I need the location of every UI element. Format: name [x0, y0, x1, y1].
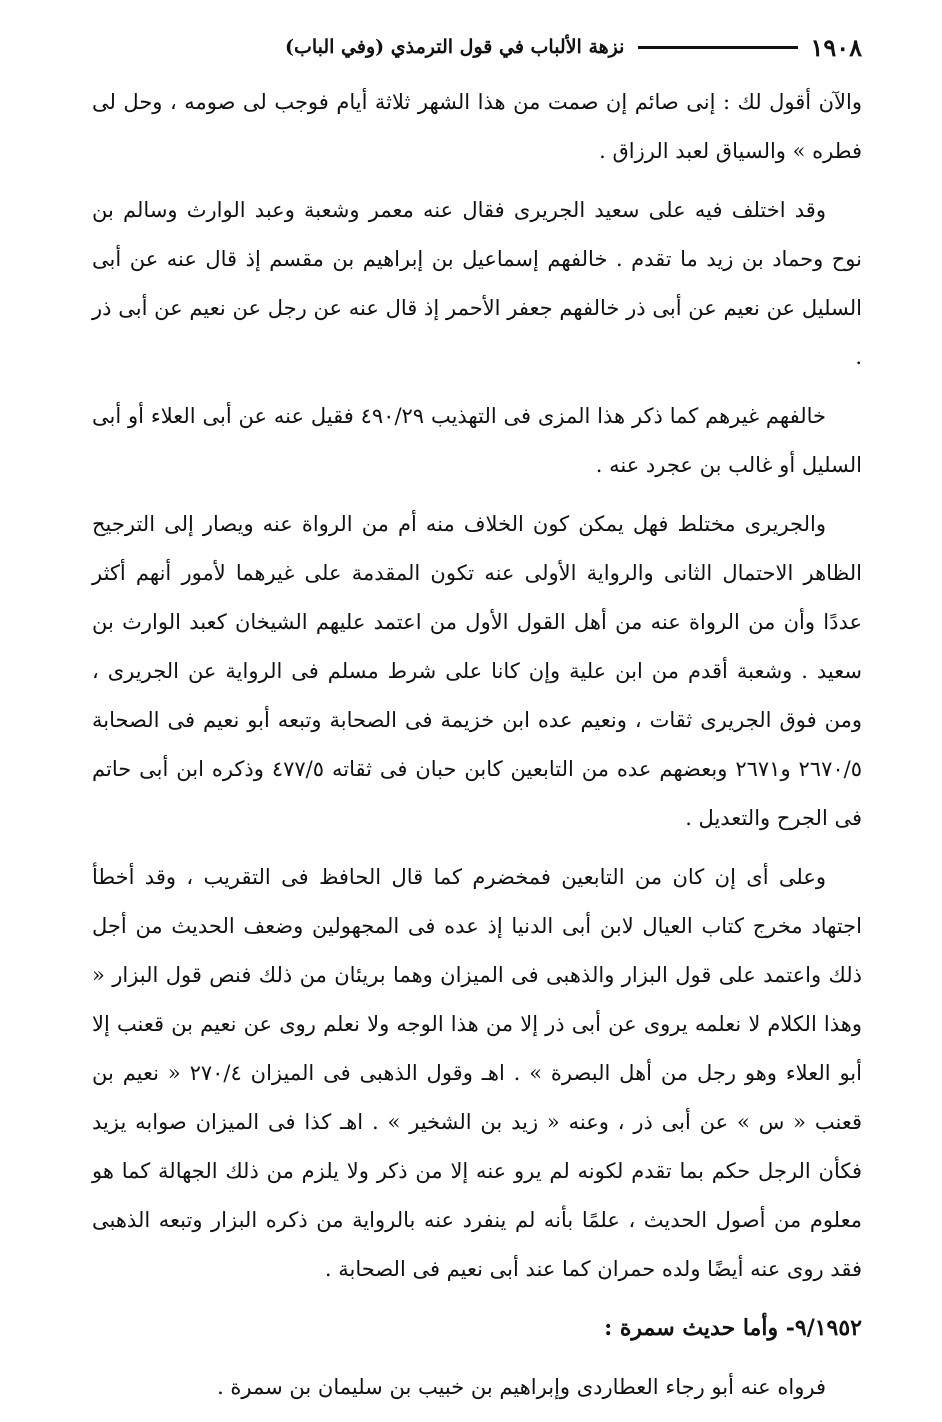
paragraph-2: وقد اختلف فيه على سعيد الجريرى فقال عنه معمر وشعبة وعبد الوارث وسالم بن نوح وحماد بن زيد ما تقدم . خالفهم إسماعيل بن إبراهيم بن مقسم إذ قال عنه عن أبى السليل عن نعيم عن أبى ذر خالفهم جعفر الأحمر إذ قال عنه عن رجل عن نعيم عن أبى ذر . [92, 198, 862, 369]
paragraph-5: وعلى أى إن كان من التابعين فمخضرم كما قال الحافظ فى التقريب ، وقد أخطأ اجتهاد مخرج كتاب العيال لابن أبى الدنيا إذ عده فى المجهولين وضعف الحديث من أجل ذلك واعتمد على قول البزار والذهبى فى الميزان وهما بريئان من ذلك فنص قول البزار « وهذا الكلام لا نعلمه يروى عن أبى ذر إلا من هذا الوجه ولا نعلم روى عن نعيم بن قعنب إلا أبو العلاء وهو رجل من أهل البصرة » . اهـ وقول الذهبى فى الميزان ٢٧٠/٤ « نعيم بن قعنب « س » عن أبى ذر ، وعنه « زيد بن الشخير » . اهـ كذا فى الميزان صوابه يزيد فكأن الرجل حكم بما تقدم لكونه لم يرو عنه إلا من ذكر ولا يلزم من ذلك الجهالة كما هو معلوم من أصول الحديث ، علمًا بأنه لم ينفرد عنه بالرواية من ذكره البزار وتبعه الذهبى فقد روى عنه أيضًا ولده حمران كما عند أبى نعيم فى الصحابة . [92, 865, 862, 1281]
body-text [92, 78, 862, 1422]
section-heading: ٩/١٩٥٢- وأما حديث سمرة : [604, 1315, 862, 1341]
header-rule [638, 46, 798, 49]
paragraph-3: خالفهم غيرهم كما ذكر هذا المزى فى التهذيب ٤٩٠/٢٩ فقيل عنه عن أبى العلاء أو أبى السليل أو غالب بن عجرد عنه . [92, 404, 862, 477]
page-number: ١٩٠٨ [810, 32, 862, 62]
paragraph-1: والآن أقول لك : إنى صائم إن صمت من هذا الشهر ثلاثة أيام فوجب لى صومه ، وحل لى فطره » والسياق لعبد الرزاق . [92, 90, 862, 163]
page-header [92, 30, 862, 64]
section-paragraph: فرواه عنه أبو رجاء العطاردى وإبراهيم بن خبيب بن سليمان بن سمرة . [217, 1375, 826, 1399]
running-title: نزهة الألباب في قول الترمذي (وفي الباب) [284, 36, 625, 58]
paragraph-4: والجريرى مختلط فهل يمكن كون الخلاف منه أم من الرواة عنه ويصار إلى الترجيح الظاهر الاحتمال الثانى والرواية الأولى عنه تكون المقدمة على غيرهما لأمور أنهم أكثر عددًا وأن من الرواة عنه من أهل القول الأول من اعتمد عليهم الشيخان كعبد الوارث بن سعيد . وشعبة أقدم من ابن علية وإن كانا على شرط مسلم فى الرواية عن الجريرى ، ومن فوق الجريرى ثقات ، ونعيم عده ابن خزيمة فى الصحابة وتبعه أبو نعيم فى الصحابة ٢٦٧٠/٥ و٢٦٧١ وبعضهم عده من التابعين كابن حبان فى ثقاته ٤٧٧/٥ وذكره ابن أبى حاتم فى الجرح والتعديل . [92, 512, 862, 830]
